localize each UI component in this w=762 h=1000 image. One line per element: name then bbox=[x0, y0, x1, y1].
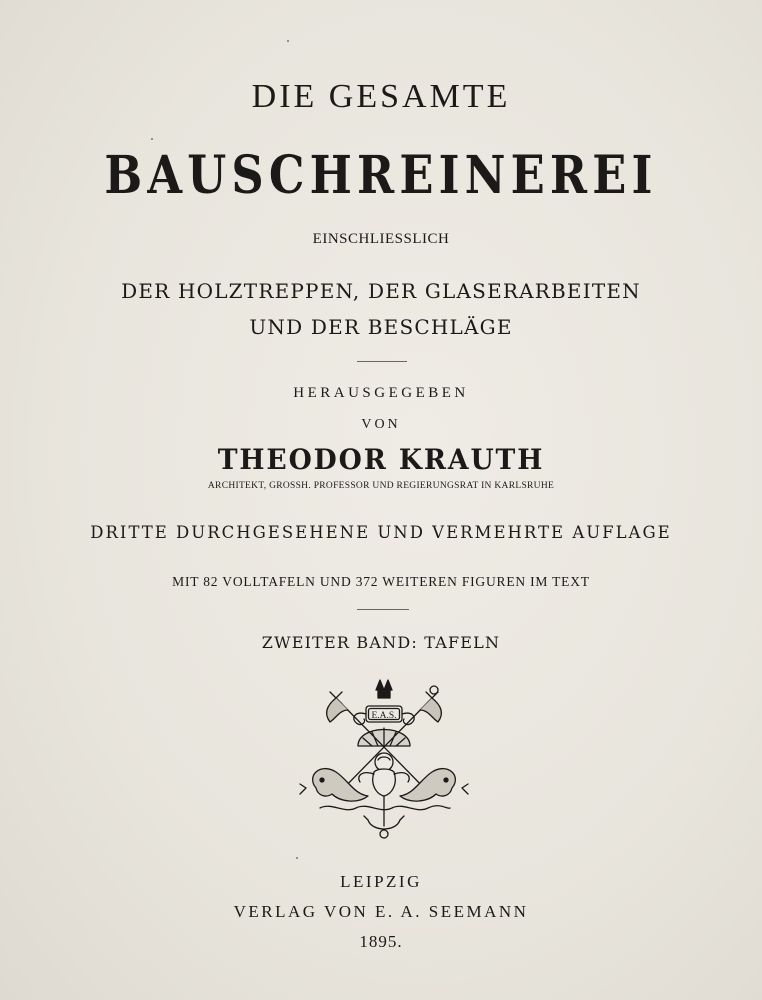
volume-label: ZWEITER BAND: TAFELN bbox=[261, 633, 501, 652]
edition-note: DRITTE DURCHGESEHENE UND VERMEHRTE AUFLAGE bbox=[90, 523, 672, 542]
herausgegeben-label: HERAUSGEGEBEN bbox=[293, 385, 469, 401]
paper-speck bbox=[296, 857, 298, 859]
subtitle-line-2: UND DER BESCHLÄGE bbox=[249, 315, 513, 339]
divider-rule bbox=[357, 609, 409, 610]
publisher-city: LEIPZIG bbox=[340, 872, 422, 891]
publisher-line: VERLAG VON E. A. SEEMANN bbox=[233, 902, 529, 921]
divider-rule bbox=[357, 361, 407, 362]
paper-speck bbox=[287, 40, 289, 42]
main-title: BAUSCHREINEREI bbox=[104, 145, 658, 206]
author-titles: ARCHITEKT, GROSSH. PROFESSOR UND REGIERUNGSRAT IN KARLSRUHE bbox=[207, 481, 555, 491]
publication-year: 1895. bbox=[359, 932, 403, 951]
von-label: VON bbox=[361, 417, 401, 432]
publisher-emblem-icon bbox=[296, 676, 472, 844]
title-line-einschliesslich: EINSCHLIESSLICH bbox=[312, 231, 450, 247]
author-name: THEODOR KRAUTH bbox=[217, 443, 545, 476]
emblem-monogram: E.A.S. bbox=[371, 711, 397, 721]
subtitle-line-1: DER HOLZTREPPEN, DER GLASERARBEITEN bbox=[121, 279, 641, 303]
paper-speck bbox=[151, 138, 153, 140]
title-line-die-gesamte: DIE GESAMTE bbox=[251, 78, 511, 115]
contents-note: MIT 82 VOLLTAFELN UND 372 WEITEREN FIGUREN IM TEXT bbox=[172, 574, 590, 589]
